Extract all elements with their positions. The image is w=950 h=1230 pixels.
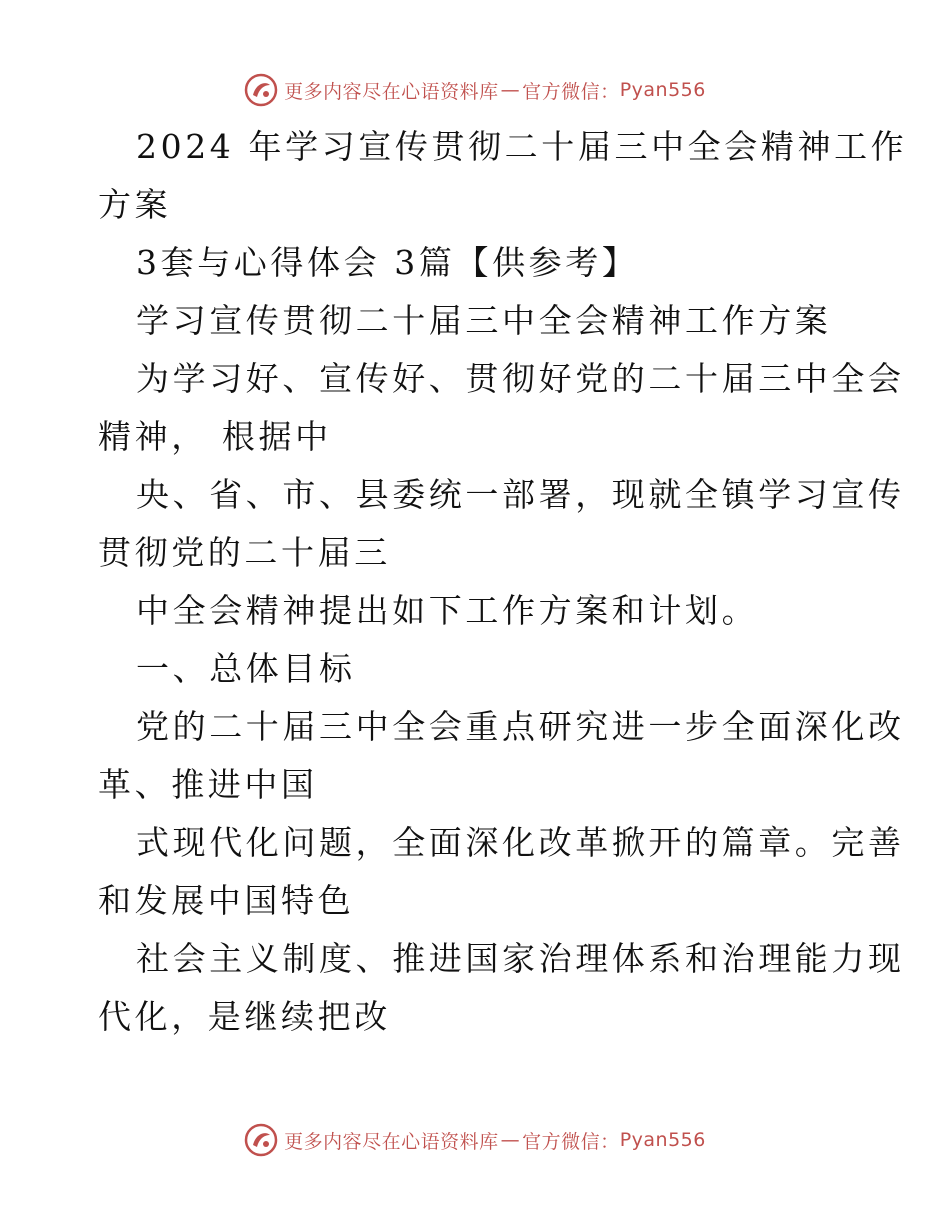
watermark-label: 官方微信： — [522, 1130, 620, 1153]
logo-icon — [244, 1123, 278, 1157]
footer-watermark — [0, 1120, 950, 1160]
watermark-dash: — — [500, 1129, 521, 1151]
watermark-site: 更多内容尽在心语资料库 — [284, 80, 499, 103]
text-line: 革、推进中国 — [98, 765, 318, 804]
document-body — [98, 118, 908, 1046]
text-line: 3套与心得体会 3篇【供参考】 — [136, 243, 639, 282]
watermark-site: 更多内容尽在心语资料库 — [284, 1130, 499, 1153]
text-line: 社会主义制度、推进国家治理体系和治理能力现 — [136, 939, 905, 978]
logo-icon — [244, 73, 278, 107]
watermark-label: 官方微信： — [522, 80, 620, 103]
text-line: 方案 — [98, 185, 172, 224]
watermark-dash: — — [500, 79, 521, 101]
text-line: 2024 年学习宣传贯彻二十届三中全会精神工作 — [136, 127, 908, 166]
text-line: 式现代化问题，全面深化改革掀开的篇章。完善 — [136, 823, 905, 862]
text-line: 一、总体目标 — [136, 649, 356, 688]
text-line: 精神， 根据中 — [98, 417, 332, 456]
text-line: 党的二十届三中全会重点研究进一步全面深化改 — [136, 707, 905, 746]
text-line: 和发展中国特色 — [98, 881, 355, 920]
text-line: 代化，是继续把改 — [98, 997, 391, 1036]
watermark-id: Pyan556 — [619, 1129, 706, 1151]
text-line: 学习宣传贯彻二十届三中全会精神工作方案 — [136, 301, 832, 340]
header-watermark — [0, 70, 950, 110]
text-line: 为学习好、宣传好、贯彻好党的二十届三中全会 — [136, 359, 905, 398]
watermark-id: Pyan556 — [619, 79, 706, 101]
text-line: 贯彻党的二十届三 — [98, 533, 391, 572]
text-line: 央、省、市、县委统一部署，现就全镇学习宣传 — [136, 475, 905, 514]
text-line: 中全会精神提出如下工作方案和计划。 — [136, 591, 759, 630]
